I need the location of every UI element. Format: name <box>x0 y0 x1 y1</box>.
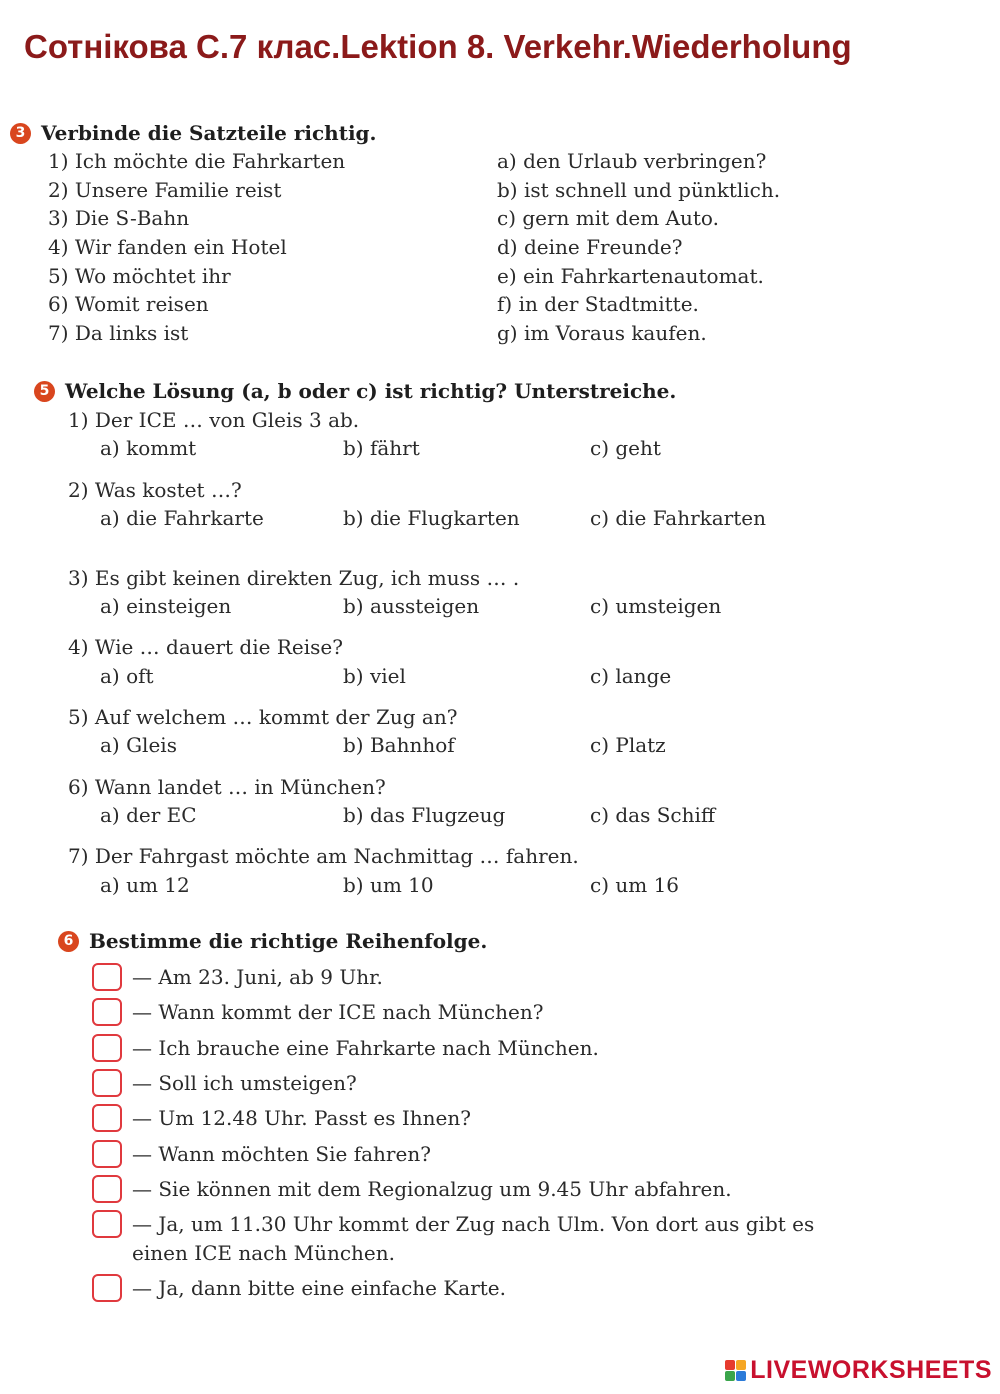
match-right-item: b) ist schnell und pünktlich. <box>497 178 781 202</box>
answer-option-c[interactable]: c) lange <box>590 664 672 688</box>
dialogue-line: — Ja, dann bitte eine einfache Karte. <box>132 1276 507 1300</box>
match-left-item: 7) Da links ist <box>48 321 189 345</box>
order-number-input[interactable] <box>92 1175 122 1203</box>
question-text: 3) Es gibt keinen direkten Zug, ich muss … . <box>68 566 520 590</box>
match-right-item: d) deine Freunde? <box>497 235 683 259</box>
question-text: 2) Was kostet …? <box>68 478 242 502</box>
dialogue-line: — Um 12.48 Uhr. Passt es Ihnen? <box>132 1106 471 1130</box>
order-row <box>92 1069 872 1098</box>
brand-logo-icon <box>725 1360 746 1381</box>
section-5-number-badge: 5 <box>34 381 55 402</box>
dialogue-line: — Soll ich umsteigen? <box>132 1071 357 1095</box>
match-left-item: 5) Wo möchtet ihr <box>48 264 231 288</box>
order-row <box>92 998 872 1027</box>
liveworksheets-logo <box>725 1356 992 1385</box>
question-text: 6) Wann landet … in München? <box>68 775 386 799</box>
section-6-heading <box>58 929 487 953</box>
match-left-item: 3) Die S-Bahn <box>48 206 190 230</box>
section-3-title: Verbinde die Satzteile richtig. <box>41 121 377 145</box>
answer-option-a[interactable]: a) einsteigen <box>100 594 232 618</box>
order-number-input[interactable] <box>92 1210 122 1238</box>
answer-option-b[interactable]: b) die Flugkarten <box>343 506 520 530</box>
question-text: 5) Auf welchem … kommt der Zug an? <box>68 705 458 729</box>
question-text: 4) Wie … dauert die Reise? <box>68 635 343 659</box>
answer-option-c[interactable]: c) das Schiff <box>590 803 716 827</box>
answer-option-c[interactable]: c) Platz <box>590 733 666 757</box>
order-row <box>92 1140 872 1169</box>
brand-name: LIVEWORKSHEETS <box>750 1356 992 1384</box>
answer-option-a[interactable]: a) um 12 <box>100 873 190 897</box>
answer-option-b[interactable]: b) aussteigen <box>343 594 480 618</box>
answer-option-c[interactable]: c) umsteigen <box>590 594 722 618</box>
section-3-heading <box>10 121 377 145</box>
question-text: 1) Der ICE … von Gleis 3 ab. <box>68 408 360 432</box>
answer-option-a[interactable]: a) der EC <box>100 803 197 827</box>
order-row <box>92 1034 872 1063</box>
match-right-item: g) im Voraus kaufen. <box>497 321 707 345</box>
order-number-input[interactable] <box>92 1069 122 1097</box>
section-3-number-badge: 3 <box>10 123 31 144</box>
match-left-item: 2) Unsere Familie reist <box>48 178 282 202</box>
match-right-item: f) in der Stadtmitte. <box>497 292 699 316</box>
order-number-input[interactable] <box>92 998 122 1026</box>
answer-option-c[interactable]: c) geht <box>590 436 661 460</box>
section-6-number-badge: 6 <box>58 931 79 952</box>
dialogue-line: — Sie können mit dem Regionalzug um 9.45 Uhr abfahren. <box>132 1177 732 1201</box>
answer-option-b[interactable]: b) viel <box>343 664 406 688</box>
order-number-input[interactable] <box>92 1274 122 1302</box>
order-number-input[interactable] <box>92 963 122 991</box>
dialogue-line: — Wann möchten Sie fahren? <box>132 1142 431 1166</box>
match-left-item: 1) Ich möchte die Fahrkarten <box>48 149 346 173</box>
answer-option-b[interactable]: b) das Flugzeug <box>343 803 506 827</box>
order-number-input[interactable] <box>92 1034 122 1062</box>
answer-option-c[interactable]: c) die Fahrkarten <box>590 506 766 530</box>
dialogue-line: — Wann kommt der ICE nach München? <box>132 1000 544 1024</box>
order-number-input[interactable] <box>92 1104 122 1132</box>
answer-option-a[interactable]: a) die Fahrkarte <box>100 506 264 530</box>
question-text: 7) Der Fahrgast möchte am Nachmittag … fahren. <box>68 844 579 868</box>
match-right-item: e) ein Fahrkartenautomat. <box>497 264 764 288</box>
order-row <box>92 1104 872 1133</box>
order-row <box>92 963 872 992</box>
answer-option-b[interactable]: b) Bahnhof <box>343 733 455 757</box>
match-left-item: 4) Wir fanden ein Hotel <box>48 235 287 259</box>
order-row <box>92 1274 872 1303</box>
dialogue-line: — Ja, um 11.30 Uhr kommt der Zug nach Ulm. Von dort aus gibt es einen ICE nach München. <box>132 1212 815 1265</box>
answer-option-c[interactable]: c) um 16 <box>590 873 680 897</box>
answer-option-a[interactable]: a) kommt <box>100 436 197 460</box>
order-row <box>92 1210 872 1268</box>
section-5-title: Welche Lösung (a, b oder c) ist richtig? Unterstreiche. <box>65 379 677 403</box>
dialogue-line: — Ich brauche eine Fahrkarte nach München. <box>132 1036 599 1060</box>
order-number-input[interactable] <box>92 1140 122 1168</box>
answer-option-b[interactable]: b) um 10 <box>343 873 434 897</box>
answer-option-b[interactable]: b) fährt <box>343 436 420 460</box>
match-left-item: 6) Womit reisen <box>48 292 209 316</box>
section-5-heading <box>34 379 676 403</box>
dialogue-line: — Am 23. Juni, ab 9 Uhr. <box>132 965 383 989</box>
section-6-title: Bestimme die richtige Reihenfolge. <box>89 929 488 953</box>
order-row <box>92 1175 872 1204</box>
page-title: Сотнікова С.7 клас.Lektion 8. Verkehr.Wiederholung <box>24 28 852 65</box>
match-right-item: c) gern mit dem Auto. <box>497 206 719 230</box>
answer-option-a[interactable]: a) oft <box>100 664 154 688</box>
match-right-item: a) den Urlaub verbringen? <box>497 149 767 173</box>
answer-option-a[interactable]: a) Gleis <box>100 733 177 757</box>
